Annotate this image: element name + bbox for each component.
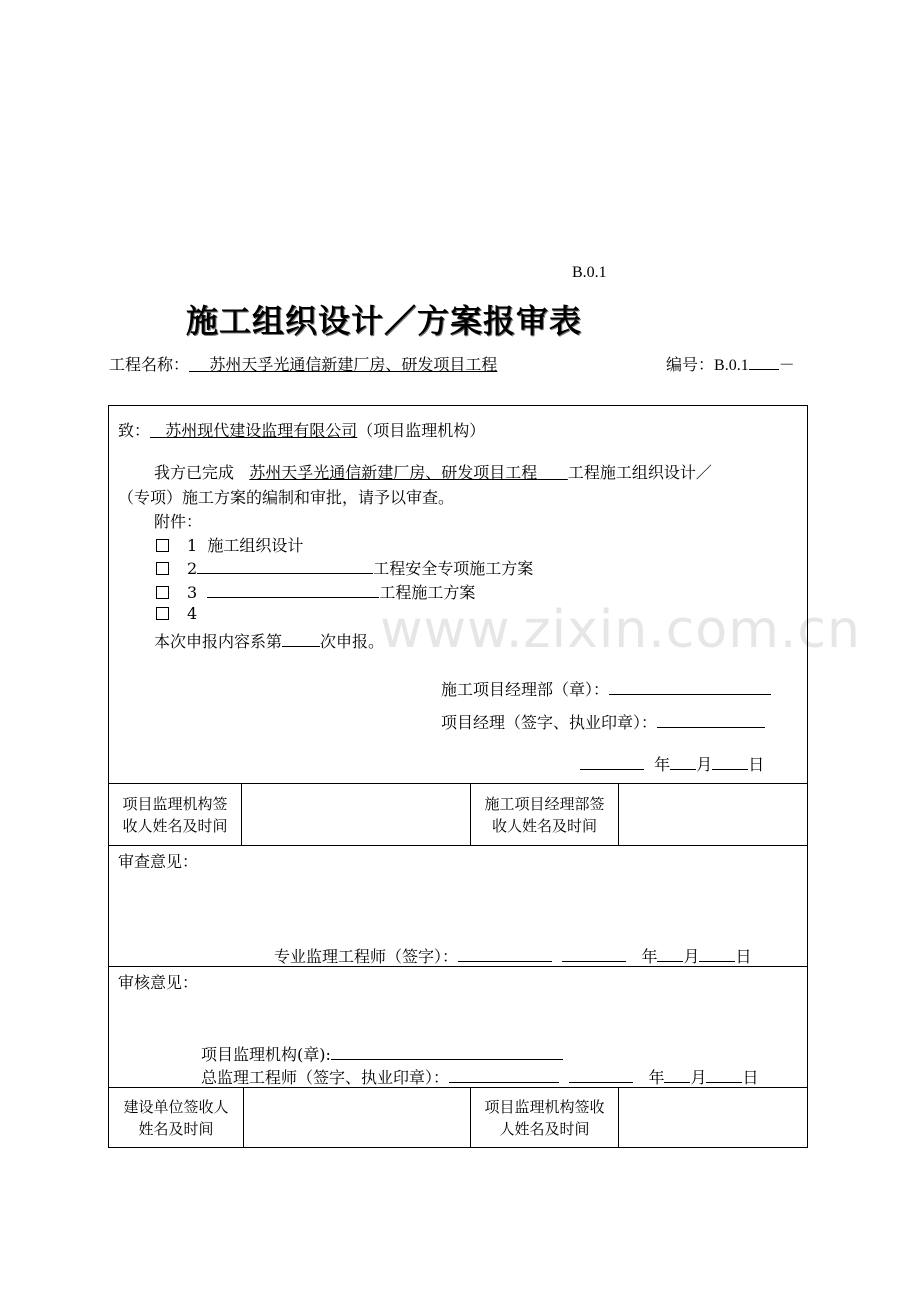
date-blank: [664, 1067, 690, 1083]
date-blank: [580, 754, 644, 770]
signature-blank: [657, 712, 765, 728]
body-line-1: 我方已完成 苏州天孚光通信新建厂房、研发项目工程 工程施工组织设计／: [154, 463, 712, 482]
project-name: 苏州天孚光通信新建厂房、研发项目工程: [209, 355, 498, 374]
number-label: 编号：: [666, 355, 715, 374]
sign-label-contractor: 施工项目经理部签 收人姓名及时间: [484, 795, 605, 835]
audit-chief-line: 总监理工程师（签字、执业印章）： 年 月 日: [201, 1068, 759, 1087]
contractor-manager-line: 项目经理（签字、执业印章）：: [441, 710, 765, 733]
attachment-item-1: 1 施工组织设计: [156, 533, 303, 556]
date-line-1: 年 月 日: [580, 752, 764, 775]
review-label: 审查意见：: [118, 852, 199, 871]
date-blank: [699, 946, 735, 962]
date-blank: [562, 946, 626, 962]
checkbox[interactable]: [156, 562, 169, 575]
signature-blank: [458, 946, 552, 962]
submission-count-blank: [282, 631, 320, 647]
page-title: 施工组织设计／方案报审表: [186, 302, 583, 340]
signature-blank: [331, 1044, 563, 1060]
signature-blank: [449, 1067, 559, 1083]
review-sign-line: 专业监理工程师（签字）： 年 月 日: [274, 947, 752, 966]
checkbox[interactable]: [156, 586, 169, 599]
number-prefix: B.0.1: [714, 357, 749, 374]
contractor-dept-line: 施工项目经理部（章）：: [441, 677, 771, 700]
addressee-line: 致： 苏州现代建设监理有限公司（项目监理机构）: [118, 421, 486, 440]
column-line: [618, 1087, 619, 1148]
attachment-blank: [197, 558, 373, 574]
body-line-2: （专项）施工方案的编制和审批，请予以审查。: [118, 488, 455, 507]
divider-line: [108, 783, 808, 784]
audit-org-line: 项目监理机构(章):: [201, 1042, 563, 1065]
attachment-item-2: 2 工程安全专项施工方案: [156, 556, 533, 579]
submission-line: 本次申报内容系第 次申报。: [154, 632, 385, 651]
sign-label-supervision-2: 项目监理机构签收 人姓名及时间: [484, 1098, 605, 1138]
column-line: [243, 1087, 244, 1148]
attachment-item-3: 3 工程施工方案: [156, 580, 475, 603]
sign-label-supervision: 项目监理机构签 收人姓名及时间: [122, 795, 228, 835]
date-blank: [657, 946, 683, 962]
date-blank: [712, 754, 748, 770]
attachments-label: 附件：: [154, 512, 203, 531]
sign-label-owner: 建设单位签收人 姓名及时间: [123, 1098, 229, 1138]
attachment-blank: [207, 582, 379, 598]
audit-label: 审核意见：: [118, 973, 199, 992]
date-blank: [706, 1067, 742, 1083]
signature-blank: [609, 679, 771, 695]
divider-line: [108, 845, 808, 846]
form-number-line: [666, 352, 795, 375]
column-line: [470, 1087, 471, 1148]
form-code: B.0.1: [572, 264, 607, 281]
checkbox[interactable]: [156, 607, 169, 620]
watermark: www.zixin.com.cn: [380, 600, 861, 660]
addressee-org: 苏州现代建设监理有限公司: [165, 421, 358, 440]
date-blank: [670, 754, 696, 770]
number-blank: [749, 354, 779, 370]
date-blank: [569, 1067, 633, 1083]
project-name-line: [109, 352, 497, 375]
column-line: [618, 783, 619, 845]
attachment-item-4: 4: [156, 604, 197, 623]
checkbox[interactable]: [156, 539, 169, 552]
number-suffix: －: [778, 355, 795, 374]
column-line: [470, 783, 471, 845]
body-project-name: 苏州天孚光通信新建厂房、研发项目工程: [249, 463, 538, 482]
project-label: 工程名称：: [109, 355, 190, 374]
column-line: [241, 783, 242, 845]
form-table: [108, 405, 808, 1148]
